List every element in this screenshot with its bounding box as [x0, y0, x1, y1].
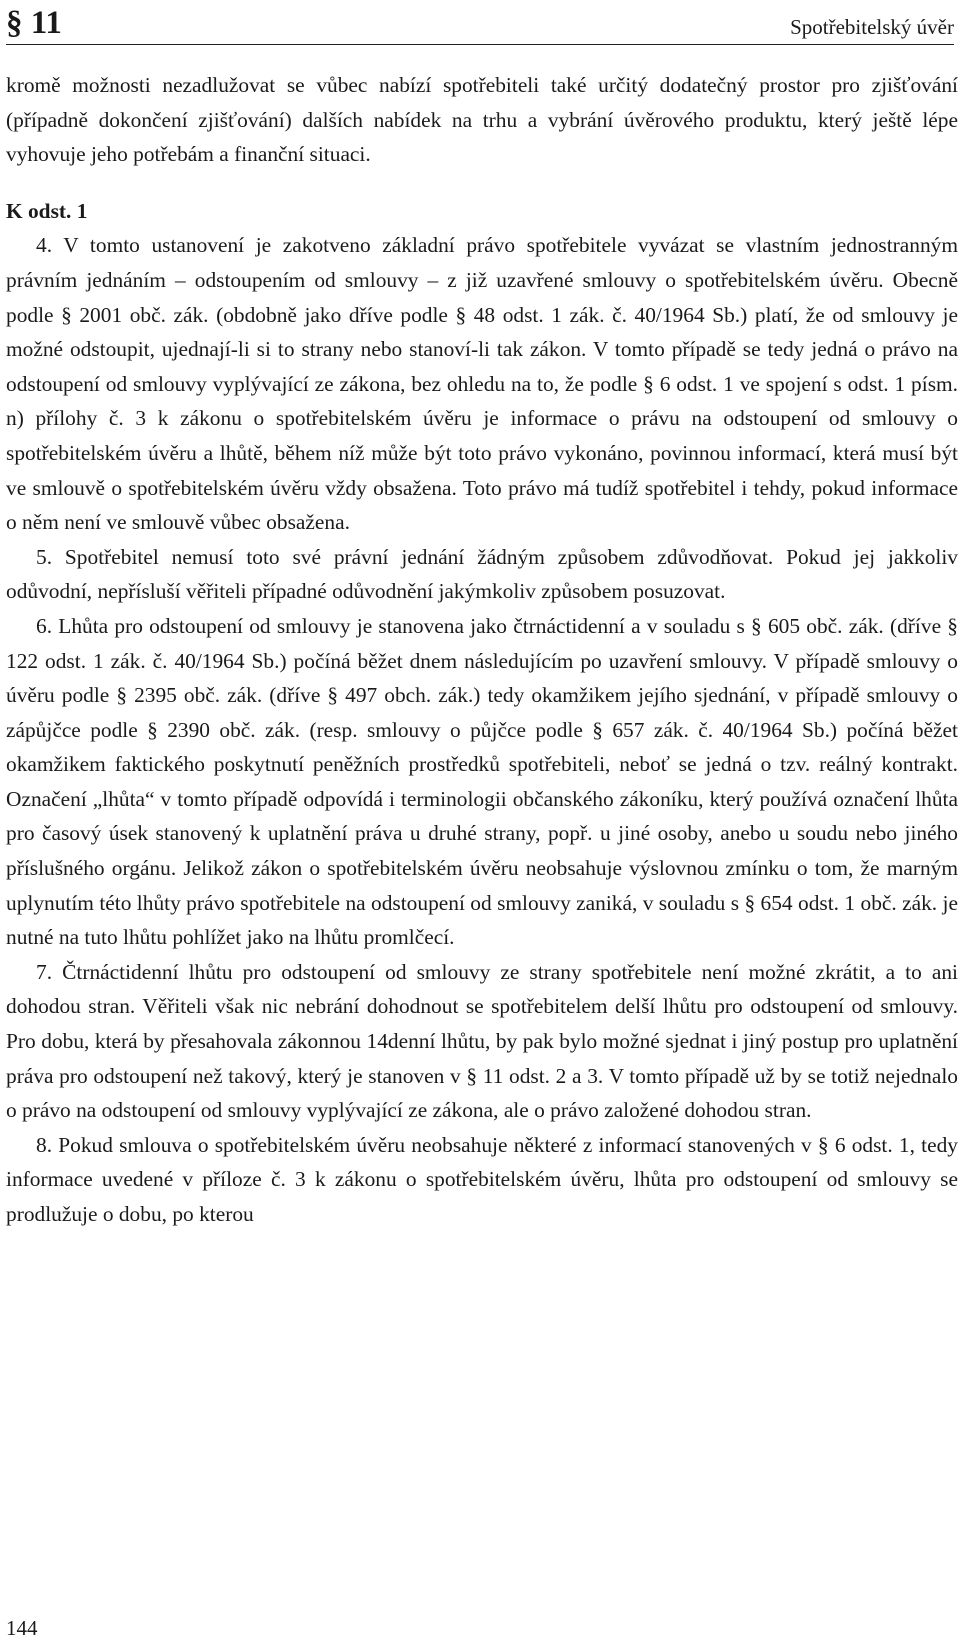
subsection-heading: K odst. 1: [6, 198, 88, 223]
running-title: Spotřebitelský úvěr: [790, 15, 954, 39]
page-number: 144: [6, 1616, 38, 1640]
page-header: [6, 0, 954, 45]
paragraph-8: 8. Pokud smlouva o spotřebitelském úvěru neobsahuje některé z informací stanovených v § 6 odst. 1, tedy informace uvedené v příloze č. 3 k zákonu o spotřebitelském úvěru, lhůta pro odstoupení od smlouvy se prodlužuje o dobu, po kterou: [6, 1132, 958, 1226]
paragraph-4: 4. V tomto ustanovení je zakotveno základní právo spotřebitele vyvázat se vlastním jednostranným právním jednáním – odstoupením od smlouvy – z již uzavřené smlouvy o spotřebitelském úvěru. Obecně podle § 2001 obč. zák. (obdobně jako dříve podle § 48 odst. 1 zák. č. 40/1964 Sb.) platí, že od smlouvy je možné odstoupit, ujednají-li si to strany nebo stanoví-li tak zákon. V tomto případě se tedy jedná o právo na odstoupení od smlouvy vyplývající ze zákona, bez ohledu na to, že podle § 6 odst. 1 ve spojení s odst. 1 písm. n) přílohy č. 3 k zákonu o spotřebitelském úvěru je informace o právu na odstoupení od smlouvy o spotřebitelském úvěru a lhůtě, během níž může být toto právo vykonáno, povinnou informací, která musí být ve smlouvě o spotřebitelském úvěru vždy obsažena. Toto právo má tudíž spotřebitel i tehdy, pokud informace o něm není ve smlouvě vůbec obsažena.: [6, 233, 958, 535]
paragraph-5: 5. Spotřebitel nemusí toto své právní jednání žádným způsobem zdůvodňovat. Pokud jej jakkoliv odůvodní, nepřísluší věřiteli případné odůvodnění jakýmkoliv způsobem posuzovat.: [6, 544, 958, 604]
body-text: [6, 68, 958, 1232]
paragraph-6: 6. Lhůta pro odstoupení od smlouvy je stanovena jako čtrnáctidenní a v souladu s § 605 obč. zák. (dříve § 122 odst. 1 zák. č. 40/1964 Sb.) počíná běžet dnem následujícím po uzavření smlouvy. V případě smlouvy o úvěru podle § 2395 obč. zák. (dříve § 497 obch. zák.) tedy okamžikem jejího sjednání, v případě smlouvy o zápůjčce podle § 2390 obč. zák. (resp. smlouvy o půjčce podle § 657 zák. č. 40/1964 Sb.) počíná běžet okamžikem faktického poskytnutí peněžních prostředků spotřebiteli, neboť se jedná o tzv. reálný kontrakt. Označení „lhůta“ v tomto případě odpovídá i terminologii občanského zákoníku, který používá označení lhůta pro časový úsek stanovený k uplatnění práva u druhé strany, popř. u jiné osoby, anebo u soudu nebo jiného příslušného orgánu. Jelikož zákon o spotřebitelském úvěru neobsahuje výslovnou zmínku o tom, že marným uplynutím této lhůty právo spotřebitele na odstoupení od smlouvy zaniká, v souladu s § 654 odst. 1 obč. zák. je nutné na tuto lhůtu pohlížet jako na lhůtu promlčecí.: [6, 613, 958, 950]
intro-paragraph: kromě možnosti nezadlužovat se vůbec nabízí spotřebiteli také určitý dodatečný prostor pro zjišťování (případně dokončení zjišťování) dalších nabídek na trhu a vybrání úvěrového produktu, který ještě lépe vyhovuje jeho potřebám a finanční situaci.: [6, 73, 958, 167]
paragraph-7: 7. Čtrnáctidenní lhůtu pro odstoupení od smlouvy ze strany spotřebitele není možné zkrátit, a to ani dohodou stran. Věřiteli však nic nebrání dohodnout se spotřebitelem delší lhůtu pro odstoupení od smlouvy. Pro dobu, která by přesahovala zákonnou 14denní lhůtu, by pak bylo možné sjednat i jiný postup pro uplatnění práva pro odstoupení než takový, který je stanoven v § 11 odst. 2 a 3. V tomto případě už by se totiž nejednalo o právo na odstoupení od smlouvy vyplývající ze zákona, ale o právo založené dohodou stran.: [6, 959, 958, 1123]
section-number: § 11: [6, 5, 62, 41]
